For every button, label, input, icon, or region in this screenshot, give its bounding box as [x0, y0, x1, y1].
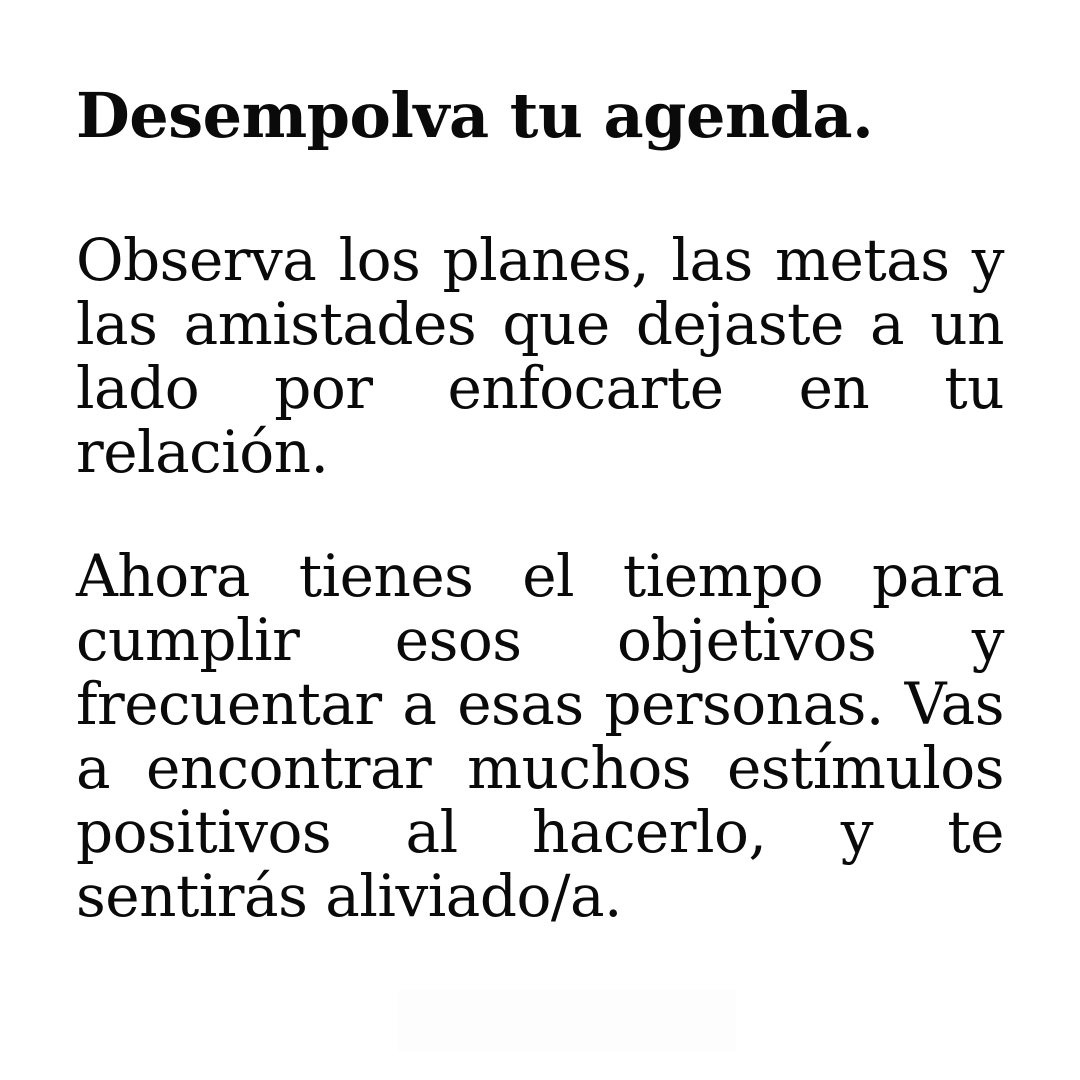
paragraph-ahora [76, 544, 1004, 928]
paragraph-line: frecuentar a esas personas. Vas [76, 670, 1004, 738]
paragraph-line: relación. [76, 418, 329, 486]
paragraph-line: a encontrar muchos estímulos [76, 734, 1004, 802]
paragraph-line: cumplir esos objetivos y [76, 606, 1004, 674]
paragraph-line: positivos al hacerlo, y te [76, 798, 1004, 866]
paragraph-line: sentirás aliviado/a. [76, 862, 622, 930]
paragraph-line: las amistades que dejaste a un [76, 290, 1004, 358]
paragraph-line: Observa los planes, las metas y [76, 226, 1004, 294]
paragraph-line: lado por enfocarte en tu [76, 354, 1004, 422]
paragraph-line: Ahora tienes el tiempo para [76, 542, 1004, 610]
post-heading: Desempolva tu agenda. [76, 79, 874, 152]
paragraph-observa [76, 228, 1004, 484]
footer-blank-area [398, 990, 736, 1052]
